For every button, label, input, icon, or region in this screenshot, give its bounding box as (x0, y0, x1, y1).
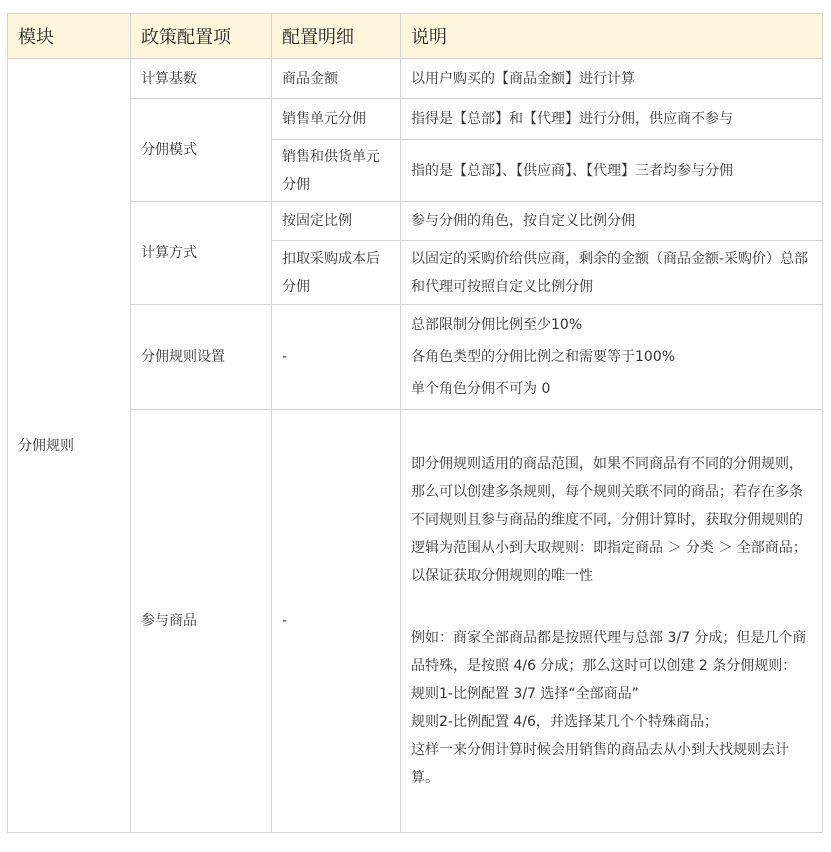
policy-item-cell: 参与商品 (131, 410, 272, 833)
detail-cell: - (272, 410, 401, 833)
policy-item-cell: 计算基数 (131, 59, 272, 99)
description-cell (401, 410, 823, 833)
description-cell: 指的是【总部】、【供应商】、【代理】三者均参与分佣 (401, 140, 823, 202)
detail-cell: 按固定比例 (272, 202, 401, 241)
goods-paragraph: 例如：商家全部商品都是按照代理与总部 3/7 分成；但是几个商品特殊，是按照 4/6 分成；那么这时可以创建 2 条分佣规则： (411, 630, 807, 674)
detail-cell: 扣取采购成本后分佣 (272, 241, 401, 305)
detail-cell: 销售和供货单元分佣 (272, 140, 401, 202)
header-module: 模块 (8, 14, 131, 59)
policy-table (7, 13, 823, 833)
table-row (8, 202, 823, 241)
description-cell (401, 305, 823, 410)
paragraph-gap (411, 590, 812, 624)
policy-item-cell: 分佣规则设置 (131, 305, 272, 410)
description-cell: 以固定的采购价给供应商，剩余的金额（商品金额-采购价）总部和代理可按照自定义比例分佣 (401, 241, 823, 305)
goods-paragraph: 规则2-比例配置 4/6，并选择某几个个特殊商品； (411, 714, 718, 730)
description-cell: 指得是【总部】和【代理】进行分佣，供应商不参与 (401, 99, 823, 140)
header-description: 说明 (401, 14, 823, 59)
header-policy-item: 政策配置项 (131, 14, 272, 59)
goods-paragraph: 规则1-比例配置 3/7 选择“全部商品” (411, 686, 639, 702)
detail-cell: 销售单元分佣 (272, 99, 401, 140)
policy-item-cell: 分佣模式 (131, 99, 272, 202)
table-row (8, 99, 823, 140)
module-cell: 分佣规则 (8, 59, 131, 833)
rule-line: 单个角色分佣不可为 0 (411, 381, 551, 397)
goods-paragraph: 这样一来分佣计算时候会用销售的商品去从小到大找规则去计算。 (411, 742, 789, 786)
header-detail: 配置明细 (272, 14, 401, 59)
description-cell: 以用户购买的【商品金额】进行计算 (401, 59, 823, 99)
detail-cell: 商品金额 (272, 59, 401, 99)
detail-cell: - (272, 305, 401, 410)
table-header-row (8, 14, 823, 59)
description-cell: 参与分佣的角色，按自定义比例分佣 (401, 202, 823, 241)
policy-item-cell: 计算方式 (131, 202, 272, 305)
table-row (8, 410, 823, 833)
goods-paragraph: 即分佣规则适用的商品范围，如果不同商品有不同的分佣规则，那么可以创建多条规则，每个规则关联不同的商品；若存在多条不同规则且参与商品的维度不同，分佣计算时，获取分佣规则的逻辑为范围从小到大取规则：即指定商品 ＞ 分类 ＞ 全部商品；以保证获取分佣规则的唯一性 (411, 456, 807, 584)
table-row (8, 305, 823, 410)
table-row (8, 59, 823, 99)
rule-line: 各角色类型的分佣比例之和需要等于100% (411, 349, 676, 365)
rule-line: 总部限制分佣比例至少10% (411, 317, 583, 333)
